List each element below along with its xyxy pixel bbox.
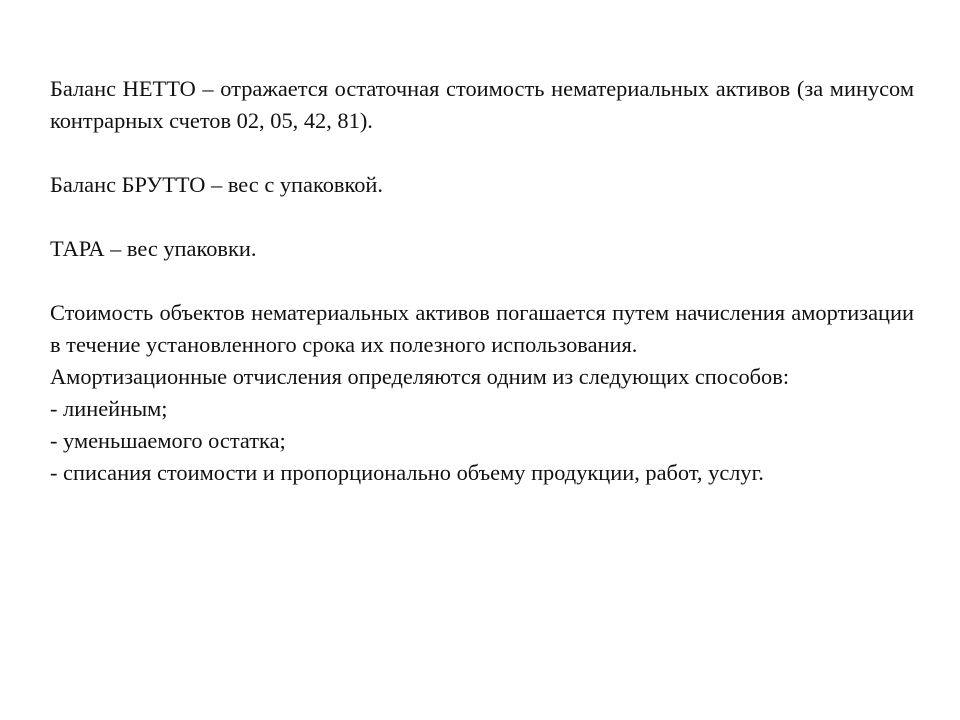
spacer: [50, 201, 914, 233]
spacer: [50, 265, 914, 297]
method-item-linear: - линейным;: [50, 396, 168, 421]
slide-body: [50, 73, 914, 489]
amortization-paragraph: Стоимость объектов нематериальных активов погашается путем начисления амортизации в течение установленного срока их полезного использования.: [50, 300, 914, 357]
spacer: [50, 137, 914, 169]
methods-intro-paragraph: Амортизационные отчисления определяются одним из следующих способов:: [50, 364, 790, 389]
method-item-declining-balance: - уменьшаемого остатка;: [50, 428, 286, 453]
tara-paragraph: ТАРА – вес упаковки.: [50, 236, 257, 261]
method-item-production-units: - списания стоимости и пропорционально объему продукции, работ, услуг.: [50, 460, 764, 485]
brutto-paragraph: Баланс БРУТТО – вес с упаковкой.: [50, 172, 383, 197]
netto-paragraph: Баланс НЕТТО – отражается остаточная стоимость нематериальных активов (за минусом контрарных счетов 02, 05, 42, 81).: [50, 76, 914, 133]
